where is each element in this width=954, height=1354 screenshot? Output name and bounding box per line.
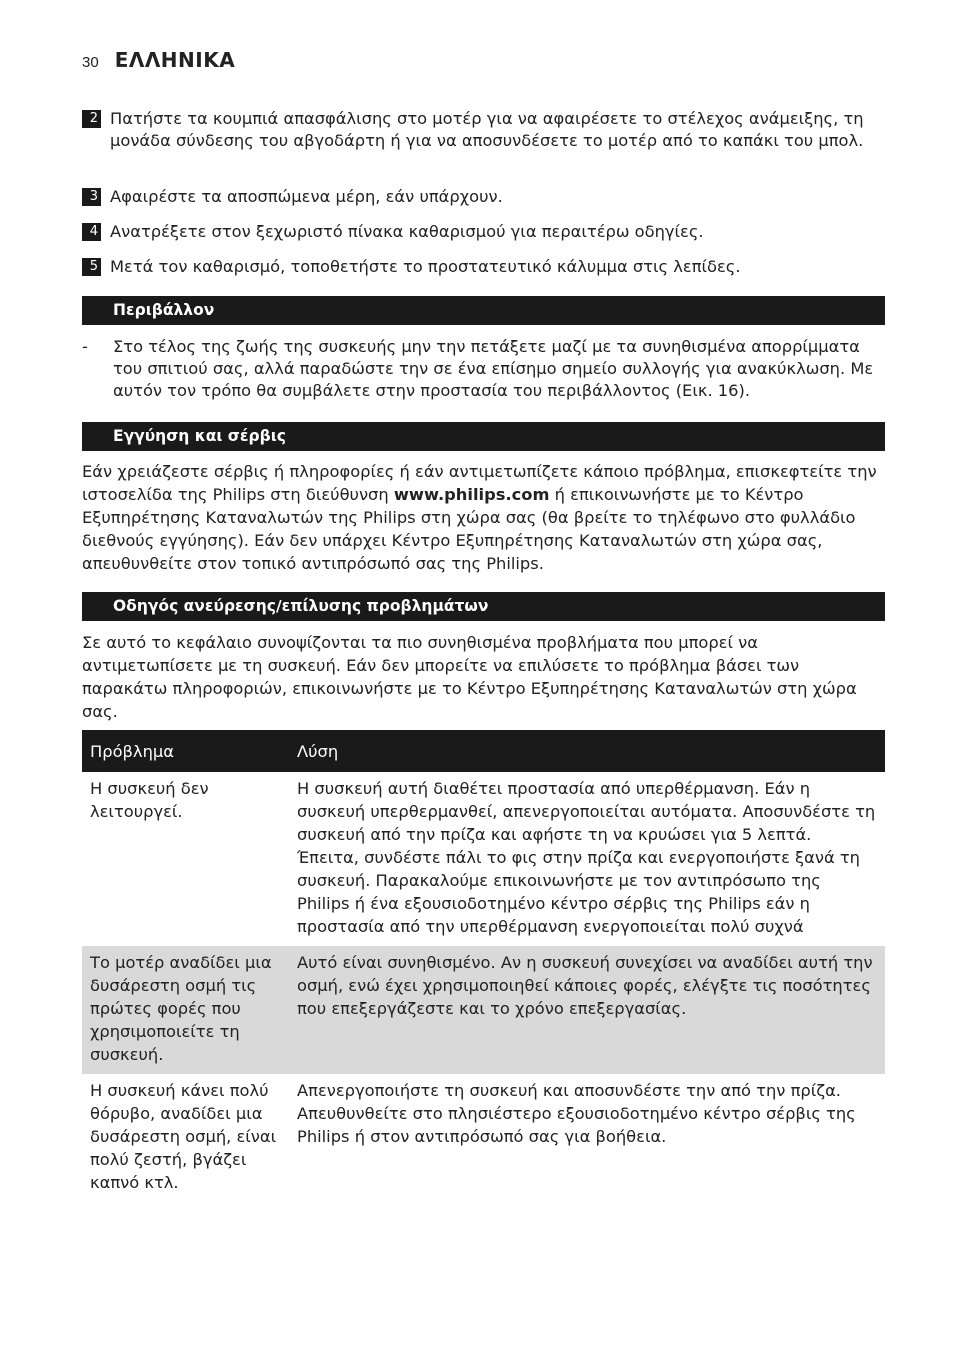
table-header-row [82,730,885,772]
bullet-dash: - [82,337,88,356]
solution-cell: Αυτό είναι συνηθισμένο. Αν η συσκευή συνεχίσει να αναδίδει αυτή την οσμή, ενώ έχει χρησιμοποιηθεί κάποιες φορές, ελέγξτε τις ποσότητες που επεξεργάζεστε και το χρόνο επεξεργασίας. [289,946,885,1074]
step-item [82,186,882,208]
step-text: Ανατρέξετε στον ξεχωριστό πίνακα καθαρισμού για περαιτέρω οδηγίες. [110,222,704,241]
guarantee-paragraph [82,460,885,575]
language-title: ΕΛΛΗΝΙΚΑ [114,48,236,72]
section-heading-environment: Περιβάλλον [82,296,885,325]
step-number-badge: 5 [82,258,101,276]
section-heading-guarantee: Εγγύηση και σέρβις [82,422,885,451]
step-item [82,108,882,152]
solution-cell: Η συσκευή αυτή διαθέτει προστασία από υπερθέρμανση. Εάν η συσκευή υπερθερμανθεί, απενεργοποιείται αυτόματα. Αποσυνδέστε τη συσκευή από την πρίζα και αφήστε τη να κρυώσει για 5 λεπτά. Έπειτα, συνδέστε πάλι το φις στην πρίζα και ενεργοποιήστε ξανά τη συσκευή. Παρακαλούμε επικοινωνήστε με τον αντιπρόσωπο της Philips ή ένα εξουσιοδοτημένο κέντρο σέρβις της Philips εάν η προστασία από την υπερθέρμανση ενεργοποιείται πολύ συχνά [297,779,876,936]
step-number-badge: 3 [82,188,101,206]
table-row [82,772,885,946]
troubleshooting-intro: Σε αυτό το κεφάλαιο συνοψίζονται τα πιο συνηθισμένα προβλήματα που μπορεί να αντιμετωπίσετε με τη συσκευή. Εάν δεν μπορείτε να επιλύσετε το πρόβλημα βάσει των παρακάτω πληροφοριών, επικοινωνήστε με το Κέντρο Εξυπηρέτησης Καταναλωτών στη χώρα σας. [82,633,857,721]
step-item [82,256,882,278]
step-text: Μετά τον καθαρισμό, τοποθετήστε το προστατευτικό κάλυμμα στις λεπίδες. [110,257,741,276]
solution-cell: Απενεργοποιήστε τη συσκευή και αποσυνδέστε την από την πρίζα. Απευθυνθείτε στο πλησιέστερο εξουσιοδοτημένο κέντρο σέρβις της Philips ή στον αντιπρόσωπό σας για βοήθεια. [297,1081,856,1146]
philips-website-link[interactable]: www.philips.com [393,485,550,504]
environment-bullet-item [82,336,882,402]
column-header-solution: Λύση [289,730,885,772]
section-heading-troubleshooting: Οδηγός ανεύρεσης/επίλυσης προβλημάτων [82,592,885,621]
page-header [82,48,235,74]
problem-cell: Το μοτέρ αναδίδει μια δυσάρεστη οσμή τις πρώτες φορές που χρησιμοποιείτε τη συσκευή. [82,946,289,1074]
guarantee-text-before: Εάν χρειάζεστε σέρβις ή πληροφορίες ή εάν αντιμετωπίζετε κάποιο πρόβλημα, επισκεφτείτε την ιστοσελίδα της Philips στη διεύθυνση [82,462,877,504]
table-row [82,1074,885,1202]
troubleshooting-table [82,730,885,1202]
step-number-badge: 4 [82,223,101,241]
step-text: Αφαιρέστε τα αποσπώμενα μέρη, εάν υπάρχουν. [110,187,503,206]
problem-cell: Η συσκευή κάνει πολύ θόρυβο, αναδίδει μια δυσάρεστη οσμή, είναι πολύ ζεστή, βγάζει καπνό κτλ. [90,1081,277,1192]
environment-text: Στο τέλος της ζωής της συσκευής μην την πετάξετε μαζί με τα συνηθισμένα απορρίμματα του σπιτιού σας, αλλά παραδώστε την σε ένα επίσημο σημείο συλλογής για ανακύκλωση. Με αυτόν τον τρόπο θα συμβάλετε στην προστασία του περιβάλλοντος (Εικ. 16). [113,337,874,400]
page-number: 30 [82,54,99,71]
column-header-problem: Πρόβλημα [82,730,289,772]
problem-cell: Η συσκευή δεν λειτουργεί. [90,779,209,821]
step-number-badge: 2 [82,110,101,128]
table-row [82,946,885,1074]
guarantee-text-after: ή επικοινωνήστε με το Κέντρο Εξυπηρέτησης Καταναλωτών της Philips στη χώρα σας (θα βρείτε το τηλέφωνο στο φυλλάδιο διεθνούς εγγύησης). Εάν δεν υπάρχει Κέντρο Εξυπηρέτησης Καταναλωτών στη χώρα σας, απευθυνθείτε στον τοπικό αντιπρόσωπό σας της Philips. [82,485,856,573]
step-text: Πατήστε τα κουμπιά απασφάλισης στο μοτέρ για να αφαιρέσετε το στέλεχος ανάμειξης, τη μονάδα σύνδεσης του αβγοδάρτη ή για να αποσυνδέσετε το μοτέρ από το καπάκι του μπολ. [110,109,864,150]
step-item [82,221,882,243]
